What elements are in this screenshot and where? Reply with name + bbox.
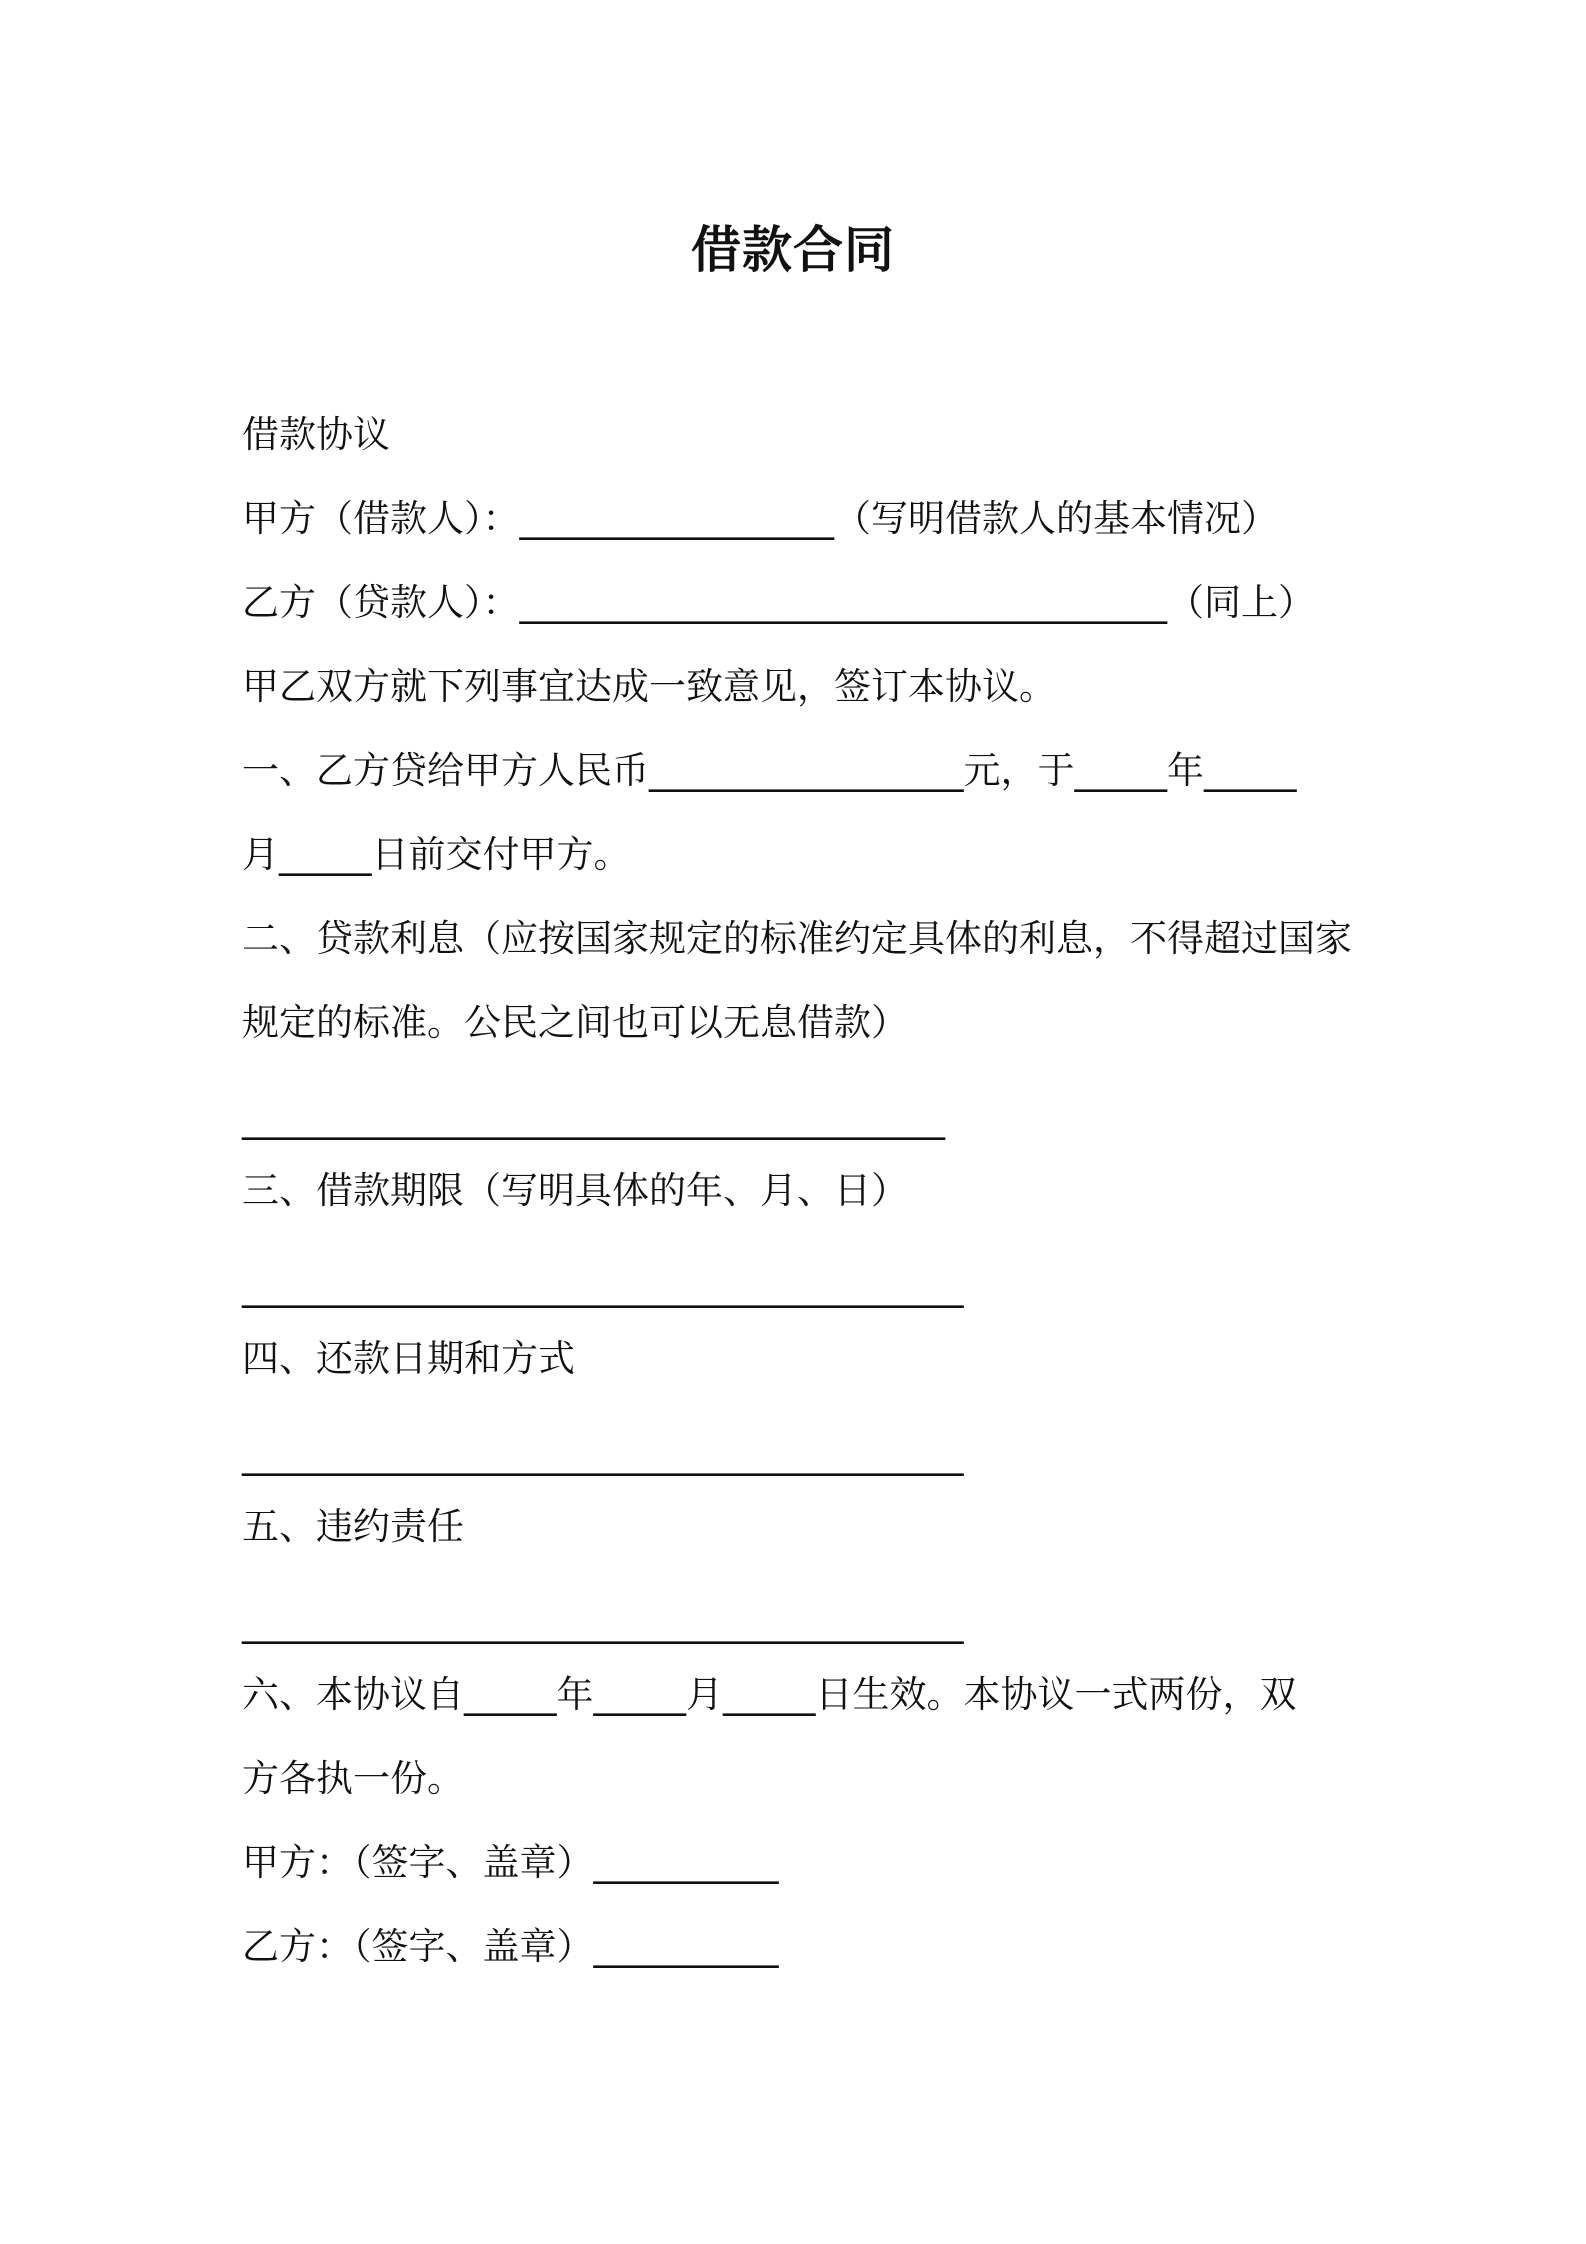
signature-party-b: 乙方：（签字、盖章）__________ [242,1925,779,1968]
signature-party-a: 甲方：（签字、盖章）__________ [242,1841,779,1884]
clause-3-blank: _______________________________________ [242,1265,964,1308]
clause-6-line-2: 方各执一份。 [242,1757,464,1800]
clause-2-line-1: 二、贷款利息（应按国家规定的标准约定具体的利息，不得超过国家 [242,917,1352,960]
party-b-line: 乙方（贷款人）：___________________________________（同上） [242,581,1315,624]
clause-5-line: 五、违约责任 [242,1505,464,1548]
clause-2-line-2: 规定的标准。公民之间也可以无息借款） [242,1001,908,1044]
section-heading-agreement: 借款协议 [242,413,390,456]
clause-6-line-1: 六、本协议自_____年_____月_____日生效。本协议一式两份，双 [242,1673,1297,1716]
clause-4-blank: _______________________________________ [242,1433,964,1476]
clause-3-line: 三、借款期限（写明具体的年、月、日） [242,1169,908,1212]
clause-2-blank: ______________________________________ [242,1097,945,1140]
clause-5-blank: _______________________________________ [242,1601,964,1644]
clause-1-line-1: 一、乙方贷给甲方人民币_________________元，于_____年_____ [242,749,1297,792]
clause-4-line: 四、还款日期和方式 [242,1337,575,1380]
clause-1-line-2: 月_____日前交付甲方。 [242,833,631,876]
document-title: 借款合同 [691,221,895,279]
preamble-line: 甲乙双方就下列事宜达成一致意见，签订本协议。 [242,665,1056,708]
party-a-line: 甲方（借款人）：_________________（写明借款人的基本情况） [242,497,1278,540]
